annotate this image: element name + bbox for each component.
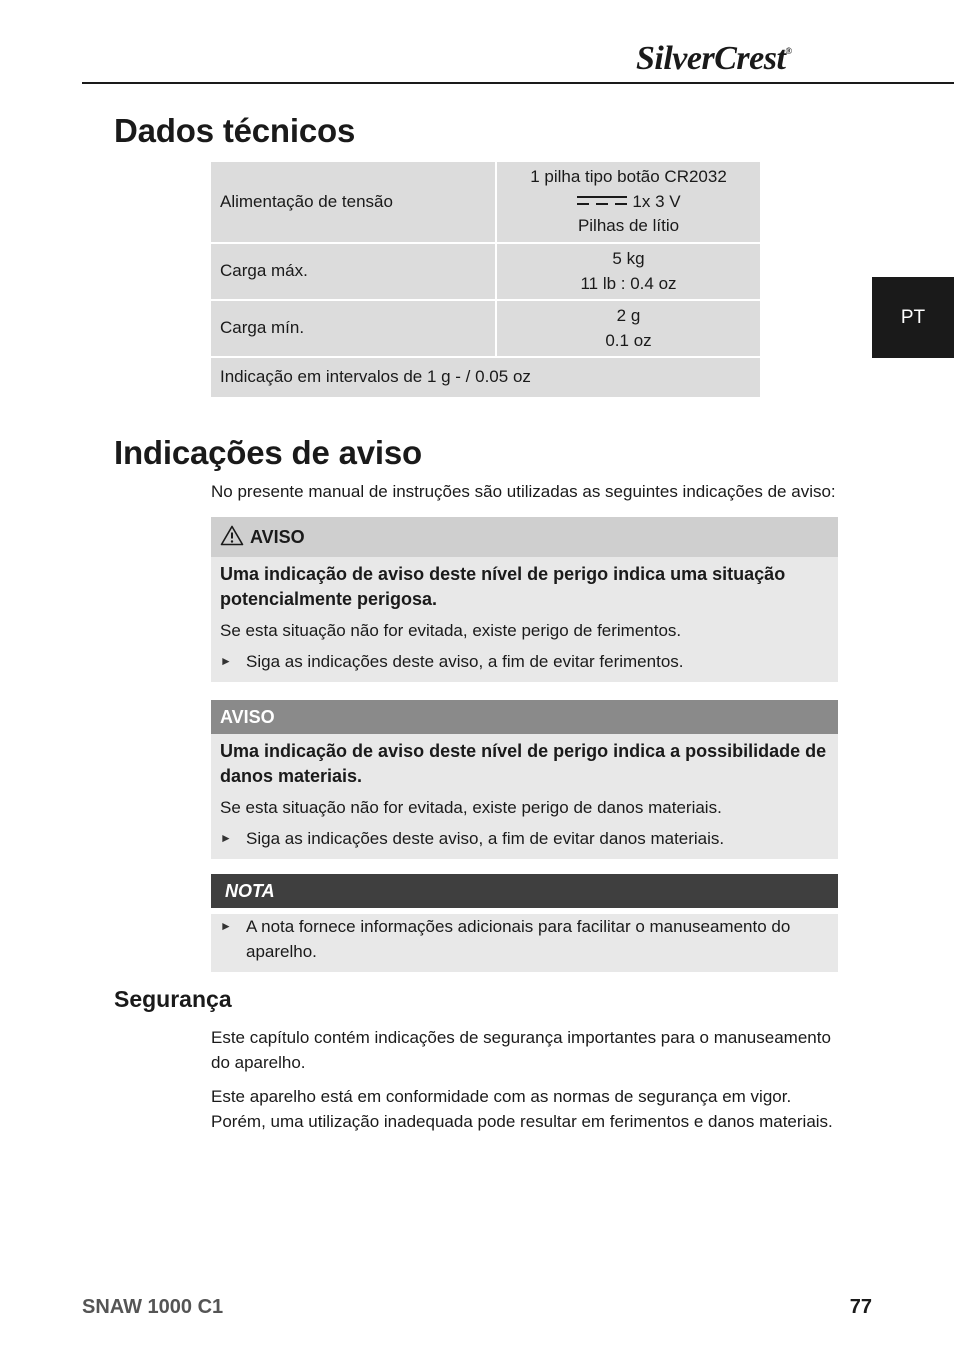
note-bullet-text: A nota fornece informações adicionais para facilitar o manuseamento do aparelho. (246, 917, 791, 961)
warning-box-label: AVISO (220, 706, 275, 727)
bullet-arrow-icon: ► (220, 654, 232, 668)
warning-triangle-icon (220, 525, 244, 546)
page-number: 77 (849, 1296, 872, 1318)
note-box-header (211, 874, 838, 908)
language-tab (872, 277, 954, 358)
value-line: 0.1 oz (605, 330, 652, 350)
table-row (211, 244, 760, 301)
warning-text: Se esta situação não for evitada, existe perigo de ferimentos. (220, 621, 682, 640)
warning-headline: Uma indicação de aviso deste nível de perigo indica a possibilidade de danos materiais. (220, 741, 827, 786)
table-cell-label: Alimentação de tensão (211, 162, 497, 244)
safety-title: Segurança (114, 986, 232, 1012)
table-cell-label: Carga mín. (211, 301, 497, 358)
bullet-arrow-icon: ► (220, 919, 232, 933)
note-box (211, 874, 838, 972)
header-divider (82, 82, 954, 84)
table-row (211, 162, 760, 244)
direct-current-icon (576, 195, 628, 206)
technical-data-table (211, 162, 760, 397)
table-cell-value (497, 301, 760, 358)
value-line: 11 lb : 0.4 oz (580, 273, 677, 293)
safety-paragraph-2: Este aparelho está em conformidade com as normas de segurança em vigor. Porém, uma utilização inadequada pode resultar em ferimentos e danos materiais. (211, 1087, 833, 1131)
warning-text: Se esta situação não for evitada, existe perigo de danos materiais. (220, 798, 722, 817)
bullet-arrow-icon: ► (220, 831, 232, 845)
table-cell-value (497, 244, 760, 301)
brand-logo (636, 40, 792, 78)
language-tab-label: PT (900, 306, 926, 328)
warning-box-damage (211, 700, 838, 859)
warning-box-body (211, 557, 838, 682)
table-row (211, 358, 760, 397)
warning-headline: Uma indicação de aviso deste nível de perigo indica uma situação potencialmente perigosa. (220, 564, 786, 609)
value-line-dc (506, 190, 751, 215)
note-box-label: NOTA (225, 880, 275, 901)
table-row (211, 301, 760, 358)
warning-bullet (220, 649, 829, 674)
note-bullet (220, 914, 829, 964)
note-box-body (211, 914, 838, 972)
table-cell-label: Carga máx. (211, 244, 497, 301)
technical-data-title: Dados técnicos (114, 112, 356, 149)
value-line: 2 g (616, 306, 641, 325)
voltage-value: 1x 3 V (632, 191, 681, 211)
footer-model: SNAW 1000 C1 (82, 1296, 224, 1318)
warning-bullet (220, 826, 829, 851)
table-cell-span: Indicação em intervalos de 1 g - / 0.05 oz (211, 358, 760, 397)
warning-box-header (211, 700, 838, 734)
safety-paragraph-1: Este capítulo contém indicações de segurança importantes para o manuseamento do aparelho. (211, 1028, 831, 1072)
value-line: 1 pilha tipo botão CR2032 (530, 167, 727, 187)
warnings-title: Indicações de aviso (114, 434, 423, 471)
brand-name: SilverCrest (636, 40, 786, 77)
warning-bullet-text: Siga as indicações deste aviso, a fim de evitar ferimentos. (246, 652, 684, 671)
warning-box-label: AVISO (250, 526, 305, 547)
warning-box-header (211, 517, 838, 557)
registered-mark: ® (785, 46, 792, 56)
value-line: 5 kg (612, 249, 645, 268)
table-cell-value (497, 162, 760, 244)
value-line: Pilhas de lítio (577, 216, 680, 236)
warning-box-body (211, 734, 838, 859)
warning-bullet-text: Siga as indicações deste aviso, a fim de evitar danos materiais. (246, 829, 725, 848)
warnings-intro: No presente manual de instruções são utilizadas as seguintes indicações de aviso: (211, 482, 836, 501)
warning-box-injury (211, 517, 838, 682)
